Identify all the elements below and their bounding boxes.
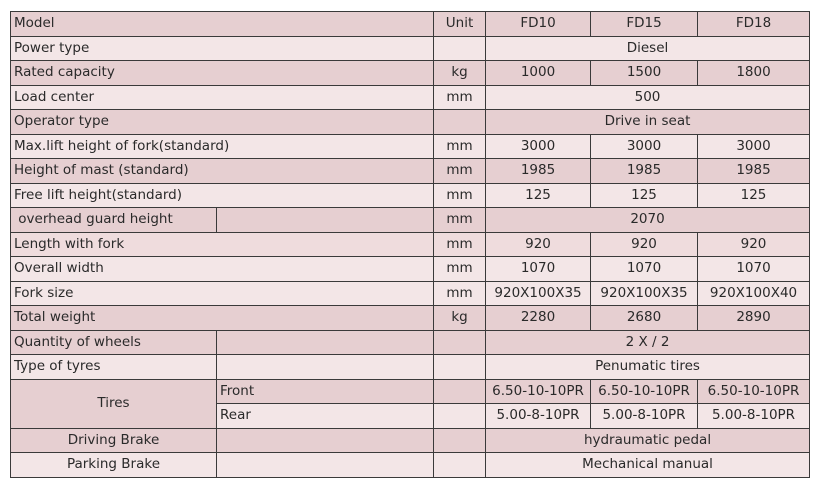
cell-fd18: 2890 bbox=[698, 306, 810, 331]
empty-cell bbox=[434, 379, 486, 404]
row-label: Length with fork bbox=[11, 232, 434, 257]
cell-fd18: 1800 bbox=[698, 61, 810, 86]
empty-cell bbox=[217, 453, 434, 478]
model-fd10: FD10 bbox=[486, 12, 591, 37]
cell-fd18: 5.00-8-10PR bbox=[698, 404, 810, 429]
row-label: Height of mast (standard) bbox=[11, 159, 434, 184]
row-unit: mm bbox=[434, 134, 486, 159]
row-value: Penumatic tires bbox=[486, 355, 810, 380]
row-unit: mm bbox=[434, 183, 486, 208]
cell-fd18: 125 bbox=[698, 183, 810, 208]
row-unit: mm bbox=[434, 85, 486, 110]
rear-label: Rear bbox=[217, 404, 434, 429]
table-row bbox=[11, 36, 810, 61]
tires-label: Tires bbox=[11, 379, 217, 428]
table-row bbox=[11, 330, 810, 355]
row-unit: mm bbox=[434, 232, 486, 257]
unit-header: Unit bbox=[434, 12, 486, 37]
cell-fd10: 5.00-8-10PR bbox=[486, 404, 591, 429]
row-unit: kg bbox=[434, 61, 486, 86]
row-label: Load center bbox=[11, 85, 434, 110]
model-fd18: FD18 bbox=[698, 12, 810, 37]
row-unit bbox=[434, 36, 486, 61]
cell-fd18: 1985 bbox=[698, 159, 810, 184]
row-unit: mm bbox=[434, 208, 486, 233]
table-row bbox=[11, 355, 810, 380]
empty-cell bbox=[434, 428, 486, 453]
cell-fd18: 1070 bbox=[698, 257, 810, 282]
table-row bbox=[11, 281, 810, 306]
cell-fd10: 1985 bbox=[486, 159, 591, 184]
cell-fd18: 920X100X40 bbox=[698, 281, 810, 306]
row-label: Power type bbox=[11, 36, 434, 61]
table-row bbox=[11, 134, 810, 159]
table-row bbox=[11, 85, 810, 110]
row-unit: mm bbox=[434, 257, 486, 282]
model-label: Model bbox=[11, 12, 434, 37]
cell-fd18: 920 bbox=[698, 232, 810, 257]
row-label: Rated capacity bbox=[11, 61, 434, 86]
header-row bbox=[11, 12, 810, 37]
cell-fd10: 1070 bbox=[486, 257, 591, 282]
cell-fd15: 125 bbox=[591, 183, 698, 208]
table-row bbox=[11, 232, 810, 257]
row-label: Type of tyres bbox=[11, 355, 217, 380]
cell-fd18: 6.50-10-10PR bbox=[698, 379, 810, 404]
cell-fd10: 125 bbox=[486, 183, 591, 208]
cell-fd15: 1070 bbox=[591, 257, 698, 282]
cell-fd18: 3000 bbox=[698, 134, 810, 159]
row-label: Max.lift height of fork(standard) bbox=[11, 134, 434, 159]
model-fd15: FD15 bbox=[591, 12, 698, 37]
empty-cell bbox=[434, 404, 486, 429]
row-label: Free lift height(standard) bbox=[11, 183, 434, 208]
row-value: Mechanical manual bbox=[486, 453, 810, 478]
row-label: Driving Brake bbox=[11, 428, 217, 453]
table-row bbox=[11, 306, 810, 331]
empty-cell bbox=[217, 428, 434, 453]
row-value: 2 X / 2 bbox=[486, 330, 810, 355]
cell-fd15: 3000 bbox=[591, 134, 698, 159]
empty-cell bbox=[217, 330, 434, 355]
cell-fd10: 6.50-10-10PR bbox=[486, 379, 591, 404]
table-row bbox=[11, 208, 810, 233]
row-label: Fork size bbox=[11, 281, 434, 306]
table-row bbox=[11, 428, 810, 453]
row-label: Parking Brake bbox=[11, 453, 217, 478]
empty-cell bbox=[434, 453, 486, 478]
row-unit: mm bbox=[434, 159, 486, 184]
empty-cell bbox=[217, 208, 434, 233]
table-row bbox=[11, 257, 810, 282]
cell-fd15: 5.00-8-10PR bbox=[591, 404, 698, 429]
row-unit: kg bbox=[434, 306, 486, 331]
table-row bbox=[11, 159, 810, 184]
row-unit bbox=[434, 110, 486, 135]
row-label: overhead guard height bbox=[11, 208, 217, 233]
cell-fd15: 1985 bbox=[591, 159, 698, 184]
table-row bbox=[11, 379, 810, 404]
cell-fd10: 920 bbox=[486, 232, 591, 257]
table-row bbox=[11, 183, 810, 208]
row-label: Total weight bbox=[11, 306, 434, 331]
front-label: Front bbox=[217, 379, 434, 404]
empty-cell bbox=[217, 355, 434, 380]
cell-fd10: 920X100X35 bbox=[486, 281, 591, 306]
row-unit: mm bbox=[434, 281, 486, 306]
row-value: Drive in seat bbox=[486, 110, 810, 135]
row-value: hydraumatic pedal bbox=[486, 428, 810, 453]
row-value: 500 bbox=[486, 85, 810, 110]
row-unit bbox=[434, 355, 486, 380]
row-value: 2070 bbox=[486, 208, 810, 233]
spec-table bbox=[10, 11, 810, 478]
row-label: Overall width bbox=[11, 257, 434, 282]
cell-fd15: 6.50-10-10PR bbox=[591, 379, 698, 404]
row-value: Diesel bbox=[486, 36, 810, 61]
cell-fd15: 1500 bbox=[591, 61, 698, 86]
cell-fd10: 2280 bbox=[486, 306, 591, 331]
table-row bbox=[11, 110, 810, 135]
cell-fd10: 1000 bbox=[486, 61, 591, 86]
cell-fd15: 2680 bbox=[591, 306, 698, 331]
row-label: Operator type bbox=[11, 110, 434, 135]
cell-fd15: 920X100X35 bbox=[591, 281, 698, 306]
row-label: Quantity of wheels bbox=[11, 330, 217, 355]
table-row bbox=[11, 61, 810, 86]
row-unit bbox=[434, 330, 486, 355]
cell-fd10: 3000 bbox=[486, 134, 591, 159]
table-row bbox=[11, 453, 810, 478]
cell-fd15: 920 bbox=[591, 232, 698, 257]
